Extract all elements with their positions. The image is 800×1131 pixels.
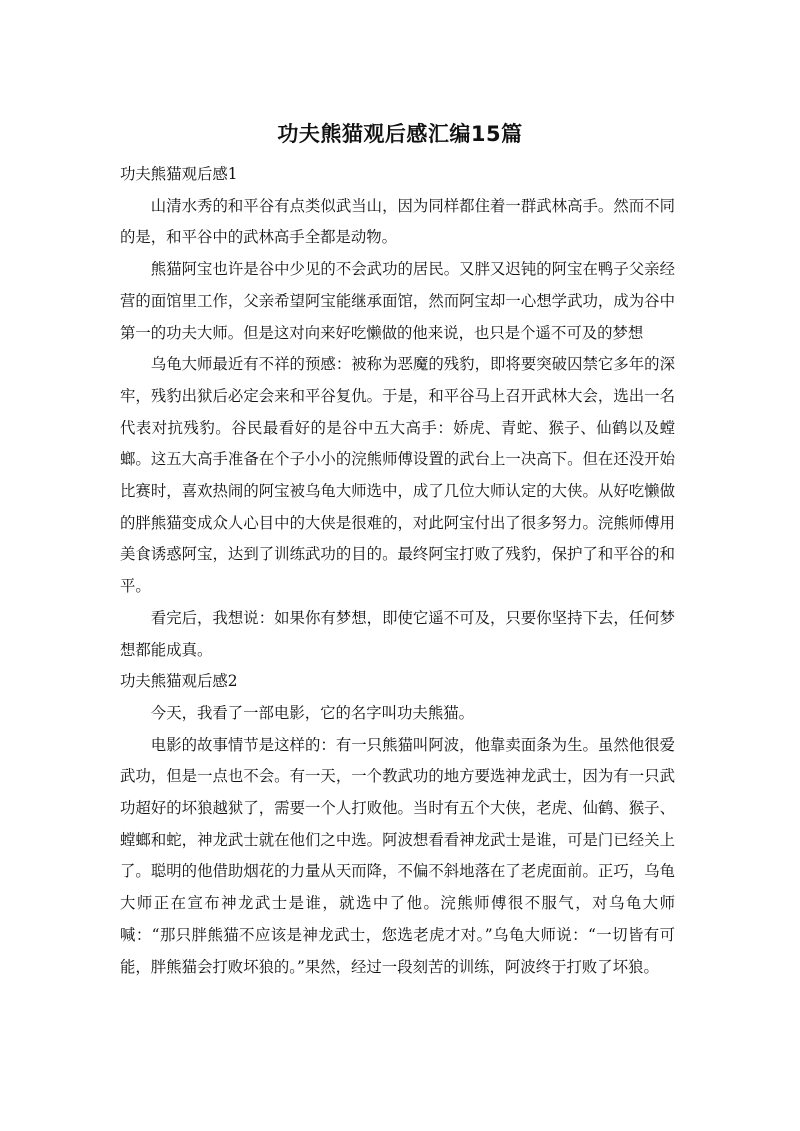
body-paragraph: 今天，我看了一部电影，它的名字叫功夫熊猫。 <box>150 703 475 722</box>
body-paragraph: 熊猫阿宝也许是谷中少见的不会武功的居民。又胖又迟钝的阿宝在鸭子父亲经营的面馆里工作，父亲希望阿宝能继承面馆，然而阿宝却一心想学武功，成为谷中第一的功夫大师。但是这对向来好吃懒做的他来说，也只是个遥不可及的梦想 <box>120 260 675 342</box>
section-heading: 功夫熊猫观后感2 <box>120 672 238 691</box>
body-paragraph: 乌龟大师最近有不祥的预感：被称为恶魔的残豹，即将要突破囚禁它多年的深牢，残豹出狱后必定会来和平谷复仇。于是，和平谷马上召开武林大会，选出一名代表对抗残豹。谷民最看好的是谷中五大高手：娇虎、青蛇、猴子、仙鹤以及螳螂。这五大高手准备在个子小小的浣熊师傅设置的武台上一决高下。但在还没开始比赛时，喜欢热闹的阿宝被乌龟大师选中，成了几位大师认定的大侠。从好吃懒做的胖熊猫变成众人心目中的大侠是很难的，对此阿宝付出了很多努力。浣熊师傅用美食诱惑阿宝，达到了训练武功的目的。最终阿宝打败了残豹，保护了和平谷的和平。 <box>120 355 675 596</box>
body-paragraph: 山清水秀的和平谷有点类似武当山，因为同样都住着一群武林高手。然而不同的是，和平谷中的武林高手全都是动物。 <box>120 196 675 247</box>
body-paragraph: 看完后，我想说：如果你有梦想，即使它遥不可及，只要你坚持下去，任何梦想都能成真。 <box>120 608 675 659</box>
document-title: 功夫熊猫观后感汇编15篇 <box>277 122 523 146</box>
body-paragraph: 电影的故事情节是这样的：有一只熊猫叫阿波，他靠卖面条为生。虽然他很爱武功，但是一点也不会。有一天，一个教武功的地方要选神龙武士，因为有一只武功超好的坏狼越狱了，需要一个人打败他。当时有五个大侠，老虎、仙鹤、猴子、螳螂和蛇，神龙武士就在他们之中选。阿波想看看神龙武士是谁，可是门已经关上了。聪明的他借助烟花的力量从天而降，不偏不斜地落在了老虎面前。正巧，乌龟大师正在宣布神龙武士是谁，就选中了他。浣熊师傅很不服气，对乌龟大师喊：“那只胖熊猫不应该是神龙武士，您选老虎才对。”乌龟大师说：“一切皆有可能，胖熊猫会打败坏狼的。”果然，经过一段刻苦的训练，阿波终于打败了坏狼。 <box>120 735 675 976</box>
document-body <box>120 159 675 983</box>
section-heading: 功夫熊猫观后感1 <box>120 165 238 183</box>
